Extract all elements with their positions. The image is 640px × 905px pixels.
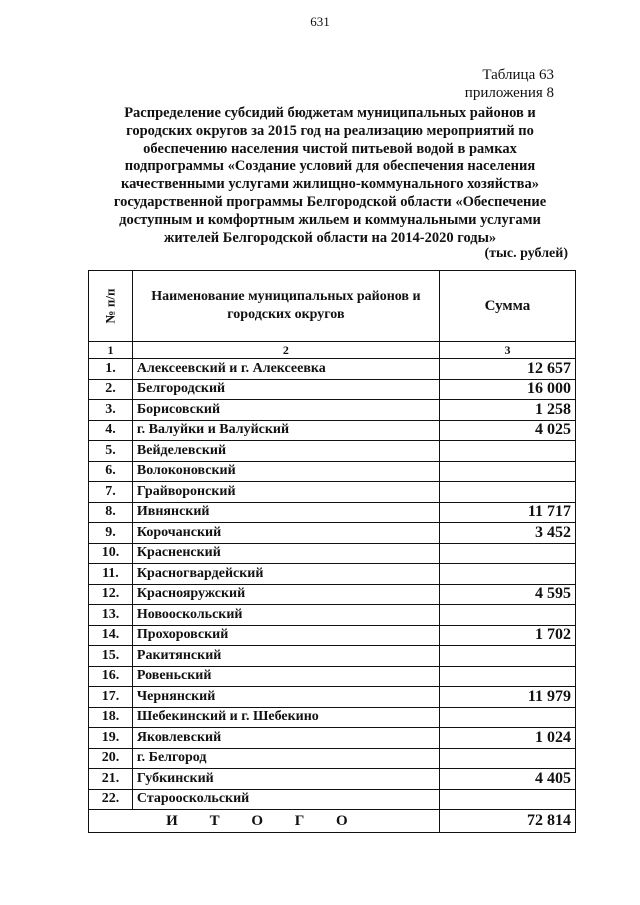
row-name: Шебекинский и г. Шебекино [132,707,439,728]
row-name: Чернянский [132,687,439,708]
table-row [89,789,576,810]
table-row [89,400,576,421]
header-name-line1: Наименование муниципальных районов и [151,289,421,304]
table-row [89,502,576,523]
table-row [89,666,576,687]
row-number: 6. [89,461,133,482]
table-row [89,359,576,380]
table-row [89,584,576,605]
table-row [89,748,576,769]
row-number: 21. [89,769,133,790]
row-sum: 16 000 [439,379,575,400]
table-reference-line1: Таблица 63 [482,67,554,83]
table-row [89,564,576,585]
header-num-label: № п/п [102,288,118,323]
table-row [89,543,576,564]
row-sum: 4 405 [439,769,575,790]
table-row [89,441,576,462]
row-name: Губкинский [132,769,439,790]
column-index: 3 [439,342,575,359]
row-number: 7. [89,482,133,503]
title-line: жителей Белгородской области на 2014-2020 годы» [163,229,497,246]
row-number: 3. [89,400,133,421]
row-name: Ивнянский [132,502,439,523]
total-row [89,810,576,833]
row-number: 2. [89,379,133,400]
row-number: 16. [89,666,133,687]
row-number: 11. [89,564,133,585]
row-name: Красногвардейский [132,564,439,585]
row-name: Красненский [132,543,439,564]
table-row [89,646,576,667]
table-row [89,625,576,646]
row-number: 13. [89,605,133,626]
row-sum: 11 979 [439,687,575,708]
row-sum [439,748,575,769]
row-name: Старооскольский [132,789,439,810]
row-name: Алексеевский и г. Алексеевка [132,359,439,380]
table-row [89,420,576,441]
table-row [89,482,576,503]
row-number: 1. [89,359,133,380]
column-index: 2 [132,342,439,359]
subsidy-table [88,270,576,833]
row-number: 4. [89,420,133,441]
row-sum: 11 717 [439,502,575,523]
row-sum: 1 024 [439,728,575,749]
table-header-row [89,271,576,342]
title-line: подпрограммы «Создание условий для обеспечения населения [124,158,536,175]
row-sum [439,564,575,585]
row-name: Прохоровский [132,625,439,646]
row-sum [439,543,575,564]
row-name: Новооскольский [132,605,439,626]
table-row [89,728,576,749]
page-number: 631 [310,14,330,29]
total-sum: 72 814 [439,810,575,833]
row-number: 12. [89,584,133,605]
table-row [89,769,576,790]
document-title [100,105,560,247]
row-name: Волоконовский [132,461,439,482]
row-number: 14. [89,625,133,646]
row-sum [439,482,575,503]
row-number: 9. [89,523,133,544]
column-index: 1 [89,342,133,359]
row-sum: 3 452 [439,523,575,544]
row-number: 20. [89,748,133,769]
row-number: 19. [89,728,133,749]
table-row [89,707,576,728]
row-sum [439,707,575,728]
table-row [89,523,576,544]
row-name: Борисовский [132,400,439,421]
table-reference [465,66,554,102]
row-number: 18. [89,707,133,728]
row-name: Вейделевский [132,441,439,462]
row-name: Яковлевский [132,728,439,749]
column-index-row [89,342,576,359]
header-sum: Сумма [439,271,575,342]
row-sum [439,441,575,462]
row-sum [439,605,575,626]
row-name: Корочанский [132,523,439,544]
header-name [132,271,439,342]
row-name: г. Белгород [132,748,439,769]
row-number: 5. [89,441,133,462]
table-row [89,379,576,400]
row-number: 8. [89,502,133,523]
units-label: (тыс. рублей) [484,246,568,261]
table-row [89,461,576,482]
header-num [89,271,133,342]
total-label: И Т О Г О [89,810,440,833]
table-reference-line2: приложения 8 [464,85,554,101]
row-number: 15. [89,646,133,667]
row-name: Ровеньский [132,666,439,687]
row-number: 17. [89,687,133,708]
row-name: Краснояружский [132,584,439,605]
row-number: 22. [89,789,133,810]
table-row [89,605,576,626]
title-line: качественными услугами жилищно-коммунального хозяйства» [121,176,539,193]
title-line: государственной программы Белгородской области «Обеспечение [113,193,547,210]
title-line: Распределение субсидий бюджетам муниципальных районов и [124,105,536,121]
header-name-line2: городских округов [227,307,345,322]
row-sum: 1 702 [439,625,575,646]
row-sum [439,461,575,482]
row-name: г. Валуйки и Валуйский [132,420,439,441]
row-sum: 1 258 [439,400,575,421]
row-number: 10. [89,543,133,564]
row-sum: 4 025 [439,420,575,441]
row-sum [439,666,575,687]
title-line: обеспечению населения чистой питьевой водой в рамках [143,140,517,157]
table-row [89,687,576,708]
title-line: доступным и комфортным жильем и коммунальными услугами [119,211,541,228]
row-sum: 12 657 [439,359,575,380]
row-name: Ракитянский [132,646,439,667]
row-sum [439,789,575,810]
row-sum [439,646,575,667]
row-name: Белгородский [132,379,439,400]
row-sum: 4 595 [439,584,575,605]
row-name: Грайворонский [132,482,439,503]
table-body [89,359,576,810]
title-line: городских округов за 2015 год на реализацию мероприятий по [126,122,534,139]
